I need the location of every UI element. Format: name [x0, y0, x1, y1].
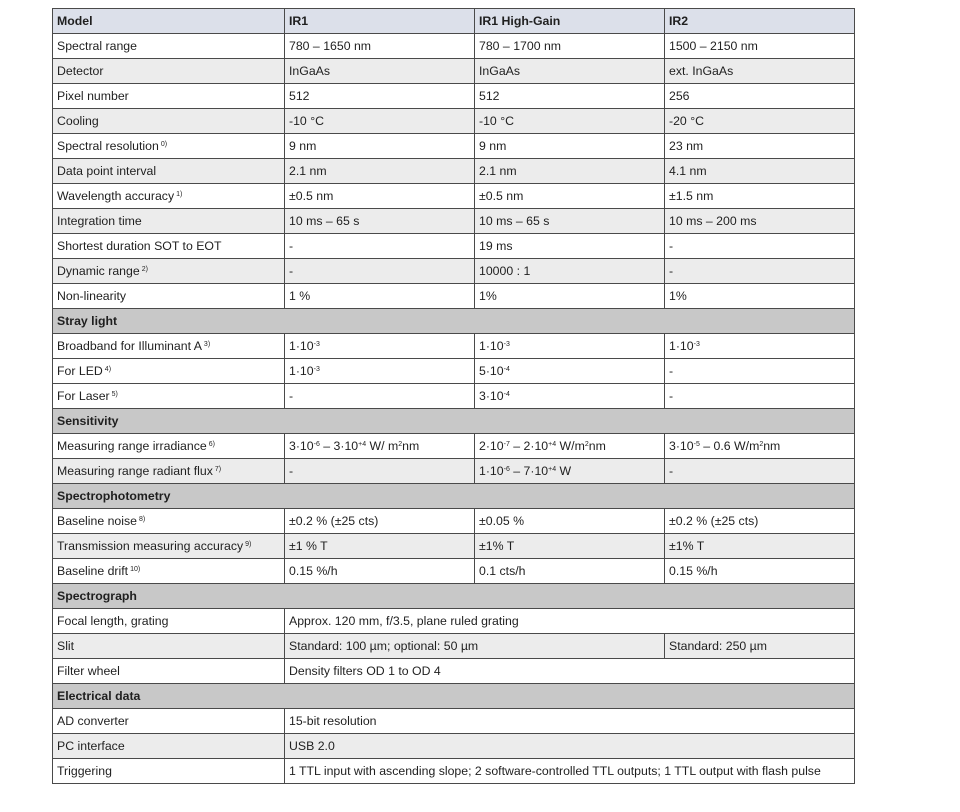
cell-ir1 [285, 434, 475, 459]
cell-ir1: 780 – 1650 nm [285, 34, 475, 59]
footnote-marker: 3) [203, 341, 211, 348]
table-row-wavelength-accuracy [53, 184, 855, 209]
cell-ir1-high-gain: 2.1 nm [475, 159, 665, 184]
row-label [53, 534, 285, 559]
cell-ir1-high-gain [475, 384, 665, 409]
table-row-triggering [53, 759, 855, 784]
row-label-text: Baseline drift [57, 564, 129, 578]
row-label: Shortest duration SOT to EOT [53, 234, 285, 259]
row-label [53, 434, 285, 459]
row-label [53, 259, 285, 284]
value-unit: nm [763, 439, 781, 453]
cell-ir2: 0.15 %/h [665, 559, 855, 584]
cell-ir1-and-high-gain: Standard: 100 µm; optional: 50 µm [285, 634, 665, 659]
table-row-irradiance [53, 434, 855, 459]
table-row-dynamic-range [53, 259, 855, 284]
footnote-marker: 9) [245, 541, 252, 548]
row-label: Data point interval [53, 159, 285, 184]
column-header-ir1-high-gain: IR1 High-Gain [475, 9, 665, 34]
cell-ir2: 1% [665, 284, 855, 309]
value-exponent: -3 [693, 341, 700, 348]
row-label-text: Baseline noise [57, 514, 137, 528]
cell-ir1: 1 % [285, 284, 475, 309]
cell-ir2: 4.1 nm [665, 159, 855, 184]
value-exponent: 2 [584, 441, 589, 448]
row-label: Pixel number [53, 84, 285, 109]
column-header-model: Model [53, 9, 285, 34]
table-row-broadband [53, 334, 855, 359]
cell-ir1: - [285, 259, 475, 284]
footnote-marker: 7) [214, 466, 222, 473]
cell-ir2: - [665, 259, 855, 284]
footnote-marker: 8) [138, 516, 146, 523]
table-row-slit [53, 634, 855, 659]
cell-ir1-high-gain: InGaAs [475, 59, 665, 84]
table-row-non-linearity [53, 284, 855, 309]
table-row-radiant-flux [53, 459, 855, 484]
value-part: – 2·10 [509, 439, 549, 453]
cell-ir2: 1500 – 2150 nm [665, 34, 855, 59]
cell-ir1-high-gain [475, 359, 665, 384]
value-exponent: -6 [503, 466, 510, 473]
spec-sheet [52, 8, 854, 784]
value-exponent: -4 [503, 366, 510, 373]
row-label: Focal length, grating [53, 609, 285, 634]
cell-ir2: ext. InGaAs [665, 59, 855, 84]
cell-ir1: 0.15 %/h [285, 559, 475, 584]
value-exponent: +4 [358, 441, 367, 448]
value-exponent: -5 [693, 441, 700, 448]
cell-ir1: - [285, 234, 475, 259]
section-title: Spectrophotometry [53, 484, 855, 509]
section-row-electrical-data [53, 684, 855, 709]
table-row-integration-time [53, 209, 855, 234]
value-exponent: -6 [313, 441, 320, 448]
section-title: Spectrograph [53, 584, 855, 609]
cell-ir1-high-gain [475, 459, 665, 484]
value-unit: nm [402, 439, 420, 453]
value-part: – 3·10 [319, 439, 359, 453]
footnote-marker: 10) [130, 566, 141, 573]
row-label: Detector [53, 59, 285, 84]
row-label-text: Measuring range irradiance [57, 439, 207, 453]
cell-ir2: Standard: 250 µm [665, 634, 855, 659]
row-label [53, 359, 285, 384]
row-label [53, 459, 285, 484]
cell-ir1-high-gain: 10000 : 1 [475, 259, 665, 284]
cell-ir1-high-gain: 780 – 1700 nm [475, 34, 665, 59]
cell-all-models: Density filters OD 1 to OD 4 [285, 659, 855, 684]
value-exponent: -3 [503, 341, 510, 348]
footnote-marker: 6) [208, 441, 215, 448]
cell-ir2: - [665, 234, 855, 259]
cell-ir2: ±1.5 nm [665, 184, 855, 209]
cell-ir2: 23 nm [665, 134, 855, 159]
row-label [53, 384, 285, 409]
row-label: Cooling [53, 109, 285, 134]
table-row-pc-interface [53, 734, 855, 759]
row-label-text: Dynamic range [57, 264, 140, 278]
value-part: 3·10 [669, 439, 694, 453]
cell-ir1: 512 [285, 84, 475, 109]
row-label: Slit [53, 634, 285, 659]
value-unit: nm [588, 439, 606, 453]
row-label-text: Wavelength accuracy [57, 189, 175, 203]
column-header-ir1: IR1 [285, 9, 475, 34]
value-part: – 7·10 [509, 464, 549, 478]
cell-ir1-high-gain: ±0.05 % [475, 509, 665, 534]
value-part: 2·10 [479, 439, 504, 453]
table-row-baseline-drift [53, 559, 855, 584]
value-exponent: 2 [398, 441, 403, 448]
cell-ir2: 10 ms – 200 ms [665, 209, 855, 234]
cell-ir2: - [665, 359, 855, 384]
row-label: Integration time [53, 209, 285, 234]
row-label: Triggering [53, 759, 285, 784]
cell-ir2 [665, 434, 855, 459]
section-row-spectrograph [53, 584, 855, 609]
row-label: Filter wheel [53, 659, 285, 684]
cell-ir1-high-gain: 19 ms [475, 234, 665, 259]
section-title: Electrical data [53, 684, 855, 709]
cell-ir1-high-gain: -10 °C [475, 109, 665, 134]
cell-ir1: - [285, 459, 475, 484]
section-row-sensitivity [53, 409, 855, 434]
row-label-text: Broadband for Illuminant A [57, 339, 202, 353]
cell-ir1-high-gain: 10 ms – 65 s [475, 209, 665, 234]
table-row-detector [53, 59, 855, 84]
cell-ir1-high-gain: ±1% T [475, 534, 665, 559]
cell-ir2: ±1% T [665, 534, 855, 559]
value-part: 1·10 [479, 464, 504, 478]
value-base: 1·10 [289, 364, 314, 378]
value-base: 1·10 [669, 339, 694, 353]
value-unit: W/m [556, 439, 585, 453]
row-label [53, 334, 285, 359]
table-row-spectral-range [53, 34, 855, 59]
row-label-text: Transmission measuring accuracy [57, 539, 244, 553]
row-label: Spectral range [53, 34, 285, 59]
cell-ir1-high-gain: 512 [475, 84, 665, 109]
row-label [53, 559, 285, 584]
value-exponent: +4 [548, 441, 557, 448]
row-label-text: Spectral resolution [57, 139, 159, 153]
cell-ir1: ±0.5 nm [285, 184, 475, 209]
cell-all-models: 15-bit resolution [285, 709, 855, 734]
table-row-ad-converter [53, 709, 855, 734]
cell-ir1-high-gain: 1% [475, 284, 665, 309]
table-row-pixel-number [53, 84, 855, 109]
row-label [53, 134, 285, 159]
value-exponent: 2 [759, 441, 764, 448]
row-label: Non-linearity [53, 284, 285, 309]
cell-ir2: -20 °C [665, 109, 855, 134]
value-exponent: -3 [313, 366, 320, 373]
cell-ir1: -10 °C [285, 109, 475, 134]
section-row-spectrophotometry [53, 484, 855, 509]
row-label-text: For LED [57, 364, 103, 378]
cell-ir1: InGaAs [285, 59, 475, 84]
value-part: – 0.6 W/m [699, 439, 760, 453]
cell-ir1-high-gain: ±0.5 nm [475, 184, 665, 209]
cell-ir1-high-gain: 0.1 cts/h [475, 559, 665, 584]
section-title: Stray light [53, 309, 855, 334]
cell-ir1 [285, 334, 475, 359]
cell-ir2: - [665, 384, 855, 409]
table-header-row [53, 9, 855, 34]
cell-ir1-high-gain [475, 434, 665, 459]
cell-ir2: 256 [665, 84, 855, 109]
table-row-data-point-interval [53, 159, 855, 184]
spec-table [52, 8, 855, 784]
table-row-shortest-duration [53, 234, 855, 259]
row-label: PC interface [53, 734, 285, 759]
cell-all-models: USB 2.0 [285, 734, 855, 759]
row-label [53, 509, 285, 534]
cell-ir1: 9 nm [285, 134, 475, 159]
table-row-cooling [53, 109, 855, 134]
section-row-stray-light [53, 309, 855, 334]
footnote-marker: 4) [104, 366, 112, 373]
value-base: 5·10 [479, 364, 504, 378]
footnote-marker: 1) [176, 191, 183, 198]
value-exponent: -3 [313, 341, 320, 348]
row-label: AD converter [53, 709, 285, 734]
cell-ir1 [285, 359, 475, 384]
column-header-ir2: IR2 [665, 9, 855, 34]
table-row-for-led [53, 359, 855, 384]
table-row-focal-length [53, 609, 855, 634]
value-part: 3·10 [289, 439, 314, 453]
row-label-text: Measuring range radiant flux [57, 464, 213, 478]
cell-ir1-high-gain: 9 nm [475, 134, 665, 159]
value-exponent: +4 [548, 466, 557, 473]
section-title: Sensitivity [53, 409, 855, 434]
table-row-spectral-resolution [53, 134, 855, 159]
value-base: 1·10 [289, 339, 314, 353]
footnote-marker: 0) [160, 141, 168, 148]
cell-ir1: 2.1 nm [285, 159, 475, 184]
value-base: 3·10 [479, 389, 504, 403]
cell-ir1-high-gain [475, 334, 665, 359]
footnote-marker: 5) [111, 391, 118, 398]
cell-ir1: ±1 % T [285, 534, 475, 559]
cell-ir2 [665, 334, 855, 359]
row-label [53, 184, 285, 209]
table-row-baseline-noise [53, 509, 855, 534]
cell-all-models: 1 TTL input with ascending slope; 2 software-controlled TTL outputs; 1 TTL output with flash pulse [285, 759, 855, 784]
cell-ir2: - [665, 459, 855, 484]
value-exponent: -4 [503, 391, 510, 398]
table-row-filter-wheel [53, 659, 855, 684]
value-exponent: -7 [503, 441, 510, 448]
cell-ir1: 10 ms – 65 s [285, 209, 475, 234]
cell-ir1: ±0.2 % (±25 cts) [285, 509, 475, 534]
cell-ir1: - [285, 384, 475, 409]
cell-all-models: Approx. 120 mm, f/3.5, plane ruled grating [285, 609, 855, 634]
cell-ir2: ±0.2 % (±25 cts) [665, 509, 855, 534]
row-label-text: For Laser [57, 389, 110, 403]
value-unit: W [556, 464, 572, 478]
value-base: 1·10 [479, 339, 504, 353]
table-row-transmission-accuracy [53, 534, 855, 559]
table-row-for-laser [53, 384, 855, 409]
value-unit: W/ m [366, 439, 399, 453]
footnote-marker: 2) [141, 266, 148, 273]
